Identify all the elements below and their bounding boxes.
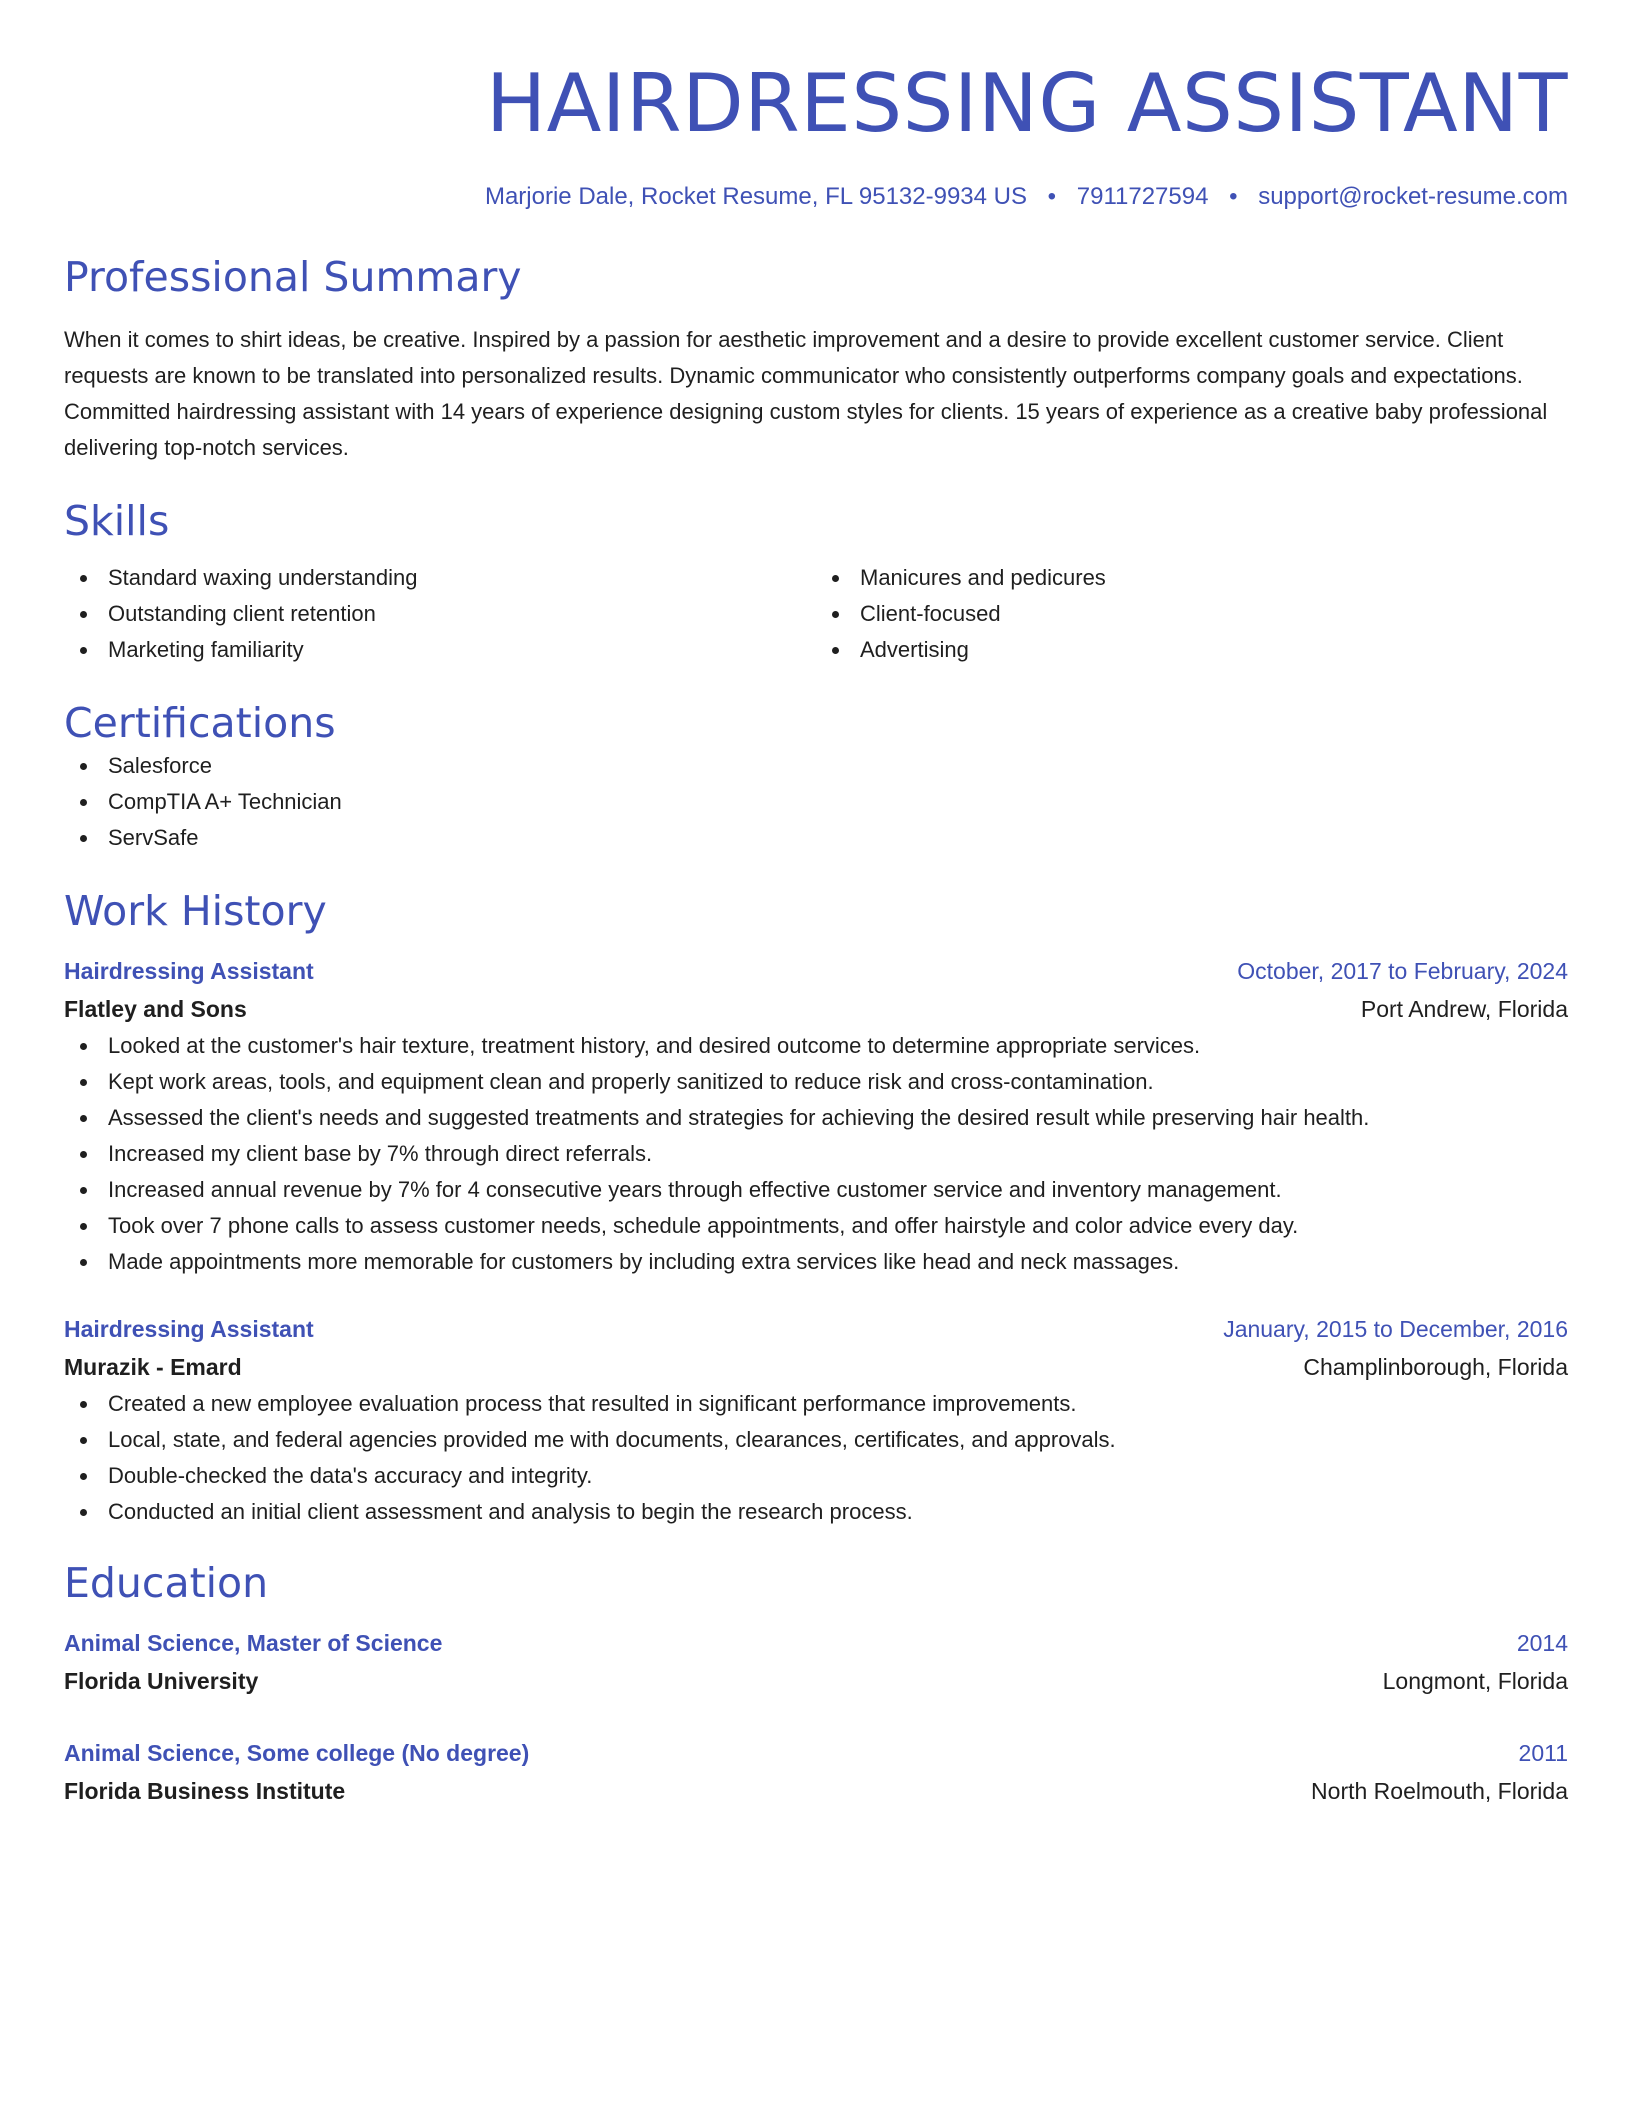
- job-bullet: Increased annual revenue by 7% for 4 consecutive years through effective customer service and inventory management.: [64, 1172, 1568, 1208]
- certification-item: ServSafe: [64, 820, 1568, 856]
- skills-grid: [64, 560, 1568, 668]
- education-school-row: [64, 1662, 1568, 1700]
- education-school-row: [64, 1772, 1568, 1810]
- job-bullet: Looked at the customer's hair texture, treatment history, and desired outcome to determine appropriate services.: [64, 1028, 1568, 1064]
- education-degree: Animal Science, Master of Science: [64, 1630, 443, 1656]
- skills-list: [64, 560, 816, 668]
- job-location: Champlinborough, Florida: [1303, 1354, 1568, 1380]
- job-company: Murazik - Emard: [64, 1354, 242, 1380]
- education-section: [64, 1558, 1568, 1810]
- summary-heading: Professional Summary: [64, 253, 522, 301]
- skill-item: Outstanding client retention: [64, 596, 816, 632]
- work-history-heading: Work History: [64, 887, 327, 935]
- job-dates: October, 2017 to February, 2024: [1237, 958, 1568, 984]
- contact-separator: •: [1229, 183, 1238, 210]
- job-title-row: [64, 1310, 1568, 1348]
- education-degree: Animal Science, Some college (No degree): [64, 1740, 530, 1766]
- job-bullets: [64, 1028, 1568, 1280]
- skill-item: Marketing familiarity: [64, 632, 816, 668]
- job-bullet: Took over 7 phone calls to assess customer needs, schedule appointments, and offer hairstyle and color advice every day.: [64, 1208, 1568, 1244]
- education-year: 2014: [1516, 1630, 1568, 1656]
- job-bullet: Made appointments more memorable for customers by including extra services like head and neck massages.: [64, 1244, 1568, 1280]
- job-bullet: Double-checked the data's accuracy and integrity.: [64, 1458, 1568, 1494]
- job-bullet: Assessed the client's needs and suggested treatments and strategies for achieving the desired result while preserving hair health.: [64, 1100, 1568, 1136]
- education-location: North Roelmouth, Florida: [1311, 1778, 1568, 1804]
- education-heading: Education: [64, 1559, 269, 1607]
- contact-phone: 7911727594: [1076, 183, 1209, 210]
- education-location: Longmont, Florida: [1382, 1668, 1568, 1694]
- job-dates: January, 2015 to December, 2016: [1223, 1316, 1568, 1342]
- education-degree-row: [64, 1624, 1568, 1662]
- skill-item: Standard waxing understanding: [64, 560, 816, 596]
- job-bullet: Local, state, and federal agencies provided me with documents, clearances, certificates, and approvals.: [64, 1422, 1568, 1458]
- education-degree-row: [64, 1734, 1568, 1772]
- contact-address: Marjorie Dale, Rocket Resume, FL 95132-9934 US: [484, 183, 1027, 210]
- skills-list: [816, 560, 1568, 668]
- job-company-row: [64, 990, 1568, 1028]
- summary-text: When it comes to shirt ideas, be creative. Inspired by a passion for aesthetic improvement and a desire to provide excellent customer service. Client requests are known to be translated into personalized results. Dynamic communicator who consistently outperforms company goals and expectations. Committed hairdressing assistant with 14 years of experience designing custom styles for clients. 15 years of experience as a creative baby professional delivering top-notch services.: [64, 327, 1548, 460]
- certifications-list: [64, 748, 1568, 856]
- education-entry: [64, 1624, 1568, 1700]
- education-year: 2011: [1518, 1740, 1568, 1766]
- job-title-row: [64, 952, 1568, 990]
- contact-line: [64, 182, 1568, 212]
- job-company-row: [64, 1348, 1568, 1386]
- certification-item: Salesforce: [64, 748, 1568, 784]
- job-title: Hairdressing Assistant: [64, 1316, 314, 1342]
- education-school: Florida University: [64, 1668, 259, 1694]
- skill-item: Client-focused: [816, 596, 1568, 632]
- education-entry: [64, 1734, 1568, 1810]
- resume-title: HAIRDRESSING ASSISTANT: [486, 57, 1568, 150]
- summary-section: [64, 252, 1568, 466]
- skill-item: Manicures and pedicures: [816, 560, 1568, 596]
- job-company: Flatley and Sons: [64, 996, 247, 1022]
- skills-column-left: [64, 560, 816, 668]
- job-title: Hairdressing Assistant: [64, 958, 314, 984]
- contact-separator: •: [1047, 183, 1057, 210]
- skills-column-right: [816, 560, 1568, 668]
- job-bullet: Increased my client base by 7% through direct referrals.: [64, 1136, 1568, 1172]
- skills-section: [64, 496, 1568, 668]
- skill-item: Advertising: [816, 632, 1568, 668]
- skills-heading: Skills: [64, 497, 170, 545]
- job-bullet: Created a new employee evaluation process that resulted in significant performance improvements.: [64, 1386, 1568, 1422]
- job-location: Port Andrew, Florida: [1360, 996, 1568, 1022]
- job-bullet: Kept work areas, tools, and equipment clean and properly sanitized to reduce risk and cross-contamination.: [64, 1064, 1568, 1100]
- certifications-section: [64, 698, 1568, 856]
- job-entry: [64, 1310, 1568, 1530]
- certifications-heading: Certifications: [64, 699, 336, 747]
- certification-item: CompTIA A+ Technician: [64, 784, 1568, 820]
- education-school: Florida Business Institute: [64, 1778, 346, 1804]
- work-history-section: [64, 886, 1568, 1530]
- job-bullets: [64, 1386, 1568, 1530]
- contact-email[interactable]: support@rocket-resume.com: [1258, 183, 1568, 210]
- job-entry: [64, 952, 1568, 1280]
- job-bullet: Conducted an initial client assessment and analysis to begin the research process.: [64, 1494, 1568, 1530]
